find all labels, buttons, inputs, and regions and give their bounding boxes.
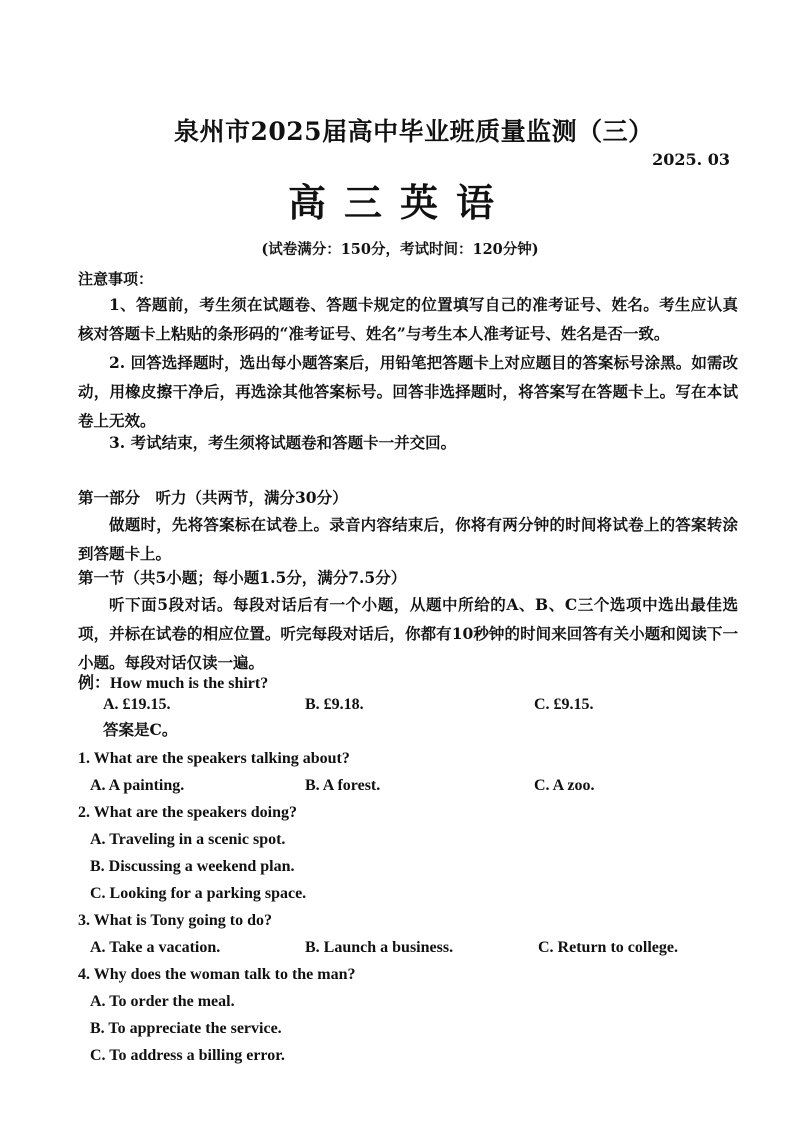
question-3-option-b: B. Launch a business. <box>305 939 454 956</box>
question-4: 4. Why does the woman talk to the man? <box>78 966 356 983</box>
question-1-option-c: C. A zoo. <box>534 777 595 794</box>
question-4-option-b: B. To appreciate the service. <box>90 1020 282 1037</box>
question-3: 3. What is Tony going to do? <box>78 912 272 929</box>
question-4-option-c: C. To address a billing error. <box>90 1047 285 1064</box>
exam-date: 2025. 03 <box>652 150 730 169</box>
question-3-option-c: C. Return to college. <box>538 939 678 956</box>
exam-info: (试卷满分：150分，考试时间：120分钟) <box>261 241 539 258</box>
subject-title: 高三英语 <box>287 180 512 225</box>
exam-title: 泉州市2025届高中毕业班质量监测（三） <box>174 117 654 146</box>
notice-heading: 注意事项： <box>78 270 154 288</box>
question-1-option-a: A. A painting. <box>90 777 185 794</box>
question-2-option-b: B. Discussing a weekend plan. <box>90 858 295 875</box>
section1-heading: 第一节（共5小题；每小题1.5分，满分7.5分） <box>78 568 407 587</box>
question-1: 1. What are the speakers talking about? <box>78 750 350 767</box>
example-answer: 答案是C。 <box>103 720 178 739</box>
example-question: 例：How much is the shirt? <box>78 675 269 692</box>
question-2-option-a: A. Traveling in a scenic spot. <box>90 831 286 848</box>
example-option-b: B. £9.18. <box>305 696 364 713</box>
example-option-c: C. £9.15. <box>534 696 594 713</box>
part1-instruction: 做题时，先将答案标在试卷上。录音内容结束后，你将有两分钟的时间将试卷上的答案转涂到答题卡上。 <box>78 515 738 563</box>
question-3-option-a: A. Take a vacation. <box>90 939 221 956</box>
notice-item-1: 1、答题前，考生须在试题卷、答题卡规定的位置填写自己的准考证号、姓名。考生应认真核对答题卡上粘贴的条形码的“准考证号、姓名”与考生本人准考证号、姓名是否一致。 <box>78 295 738 343</box>
part1-heading: 第一部分 听力（共两节，满分30分） <box>78 488 348 507</box>
section1-instruction: 听下面5段对话。每段对话后有一个小题，从题中所给的A、B、C三个选项中选出最佳选项，并标在试卷的相应位置。听完每段对话后，你都有10秒钟的时间来回答有关小题和阅读下一小题。每段对话仅读一遍。 <box>78 595 738 672</box>
notice-item-2: 2. 回答选择题时，选出每小题答案后，用铅笔把答题卡上对应题目的答案标号涂黑。如需改动，用橡皮擦干净后，再选涂其他答案标号。回答非选择题时，将答案写在答题卡上。写在本试卷上无效。 <box>78 353 738 430</box>
question-4-option-a: A. To order the meal. <box>90 993 235 1010</box>
notice-item-3: 3. 考试结束，考生须将试题卷和答题卡一并交回。 <box>109 433 457 452</box>
question-2: 2. What are the speakers doing? <box>78 804 297 821</box>
question-2-option-c: C. Looking for a parking space. <box>90 885 307 902</box>
question-1-option-b: B. A forest. <box>305 777 381 794</box>
example-option-a: A. £19.15. <box>103 696 171 713</box>
